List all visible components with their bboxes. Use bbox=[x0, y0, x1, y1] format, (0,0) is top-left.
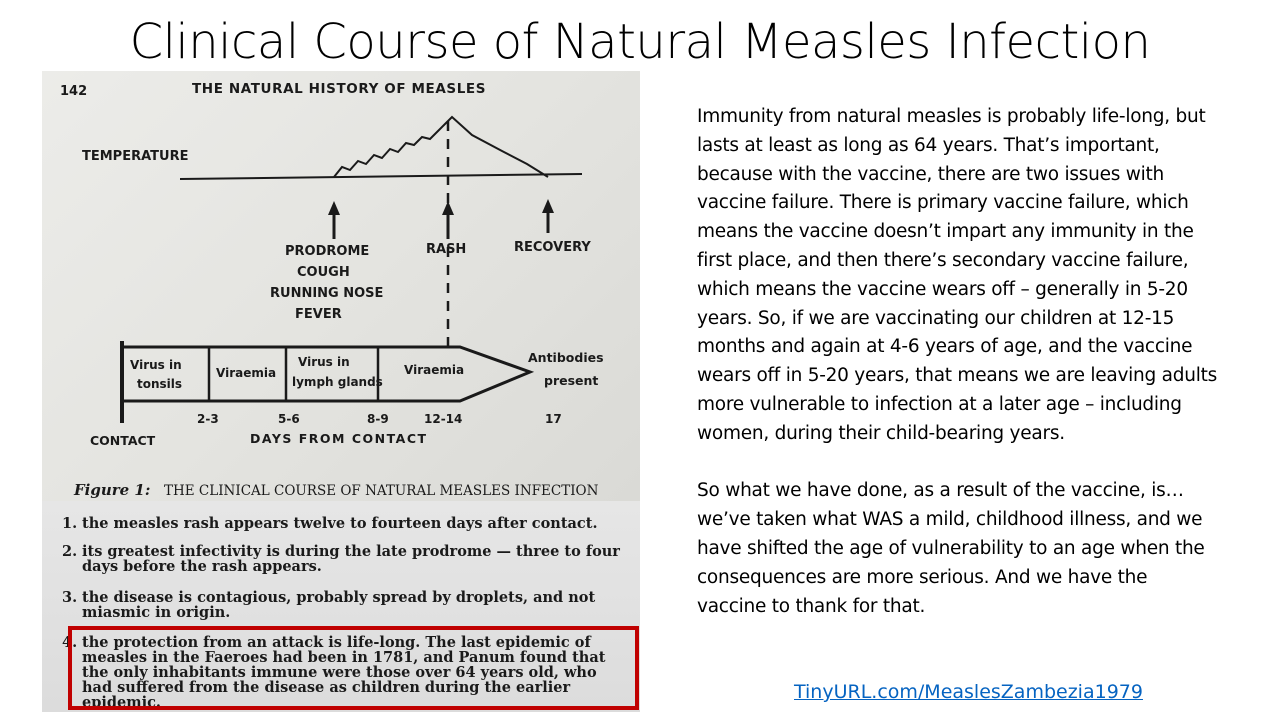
body-text bbox=[697, 103, 1217, 621]
rash-label: RASH bbox=[426, 242, 467, 257]
note-number: 4. bbox=[62, 634, 78, 651]
stage-virus-glands-a: Virus in bbox=[298, 355, 350, 369]
day-tick: 12-14 bbox=[424, 412, 463, 426]
body-paragraph: So what we have done, as a result of the vaccine, is… we’ve taken what WAS a mild, childhood illness, and we have shifted the age of vulnerability to an age when the consequences are more serious. And we have the vaccine to thank for that. bbox=[697, 480, 1205, 617]
note-number: 3. bbox=[62, 589, 78, 606]
slide-title: Clinical Course of Natural Measles Infection bbox=[129, 14, 1151, 70]
note-text: the disease is contagious, probably spread by droplets, and not miasmic in origin. bbox=[82, 589, 596, 621]
measles-timeline-diagram bbox=[42, 71, 640, 501]
note-text: its greatest infectivity is during the late prodrome — three to four days before the rash appears. bbox=[82, 543, 620, 575]
temperature-label: TEMPERATURE bbox=[82, 149, 189, 164]
stage-viraemia-1: Viraemia bbox=[216, 366, 277, 380]
temperature-baseline bbox=[180, 174, 582, 179]
note-number: 2. bbox=[62, 543, 78, 560]
source-link[interactable]: TinyURL.com/MeaslesZambezia1979 bbox=[794, 681, 1143, 703]
recovery-label: RECOVERY bbox=[514, 240, 591, 255]
antibodies-label-b: present bbox=[544, 373, 599, 388]
prodrome-arrowhead bbox=[328, 201, 340, 215]
note-number: 1. bbox=[62, 515, 78, 532]
running-head: THE NATURAL HISTORY OF MEASLES bbox=[192, 81, 487, 97]
day-tick: 8-9 bbox=[367, 412, 389, 426]
day-tick: 2-3 bbox=[197, 412, 219, 426]
figure-caption-prefix: Figure 1: bbox=[74, 481, 151, 499]
day-tick: 17 bbox=[545, 412, 562, 426]
cough-label: COUGH bbox=[297, 265, 350, 280]
stage-virus-glands-b: lymph glands bbox=[292, 375, 383, 389]
contact-label: CONTACT bbox=[90, 433, 156, 448]
stage-virus-tonsils-a: Virus in bbox=[130, 358, 182, 372]
figure-scan bbox=[42, 71, 640, 501]
recovery-arrowhead bbox=[542, 199, 554, 213]
running-nose-label: RUNNING NOSE bbox=[270, 286, 384, 301]
note-item bbox=[62, 543, 627, 575]
figure-caption-text: THE CLINICAL COURSE OF NATURAL MEASLES INFECTION bbox=[164, 483, 599, 499]
axis-label: DAYS FROM CONTACT bbox=[250, 431, 428, 446]
note-item bbox=[62, 589, 627, 621]
page-number: 142 bbox=[60, 84, 88, 99]
temperature-curve bbox=[334, 117, 548, 177]
stage-viraemia-2: Viraemia bbox=[404, 363, 465, 377]
antibodies-label-a: Antibodies bbox=[528, 350, 604, 365]
stage-virus-tonsils-b: tonsils bbox=[137, 377, 183, 391]
fever-label: FEVER bbox=[295, 307, 342, 322]
body-paragraph: Immunity from natural measles is probably life-long, but lasts at least as long as 64 years. That’s important, because with the vaccine, there are two issues with vaccine failure. There is primary vaccine failure, which means the vaccine doesn’t impart any immunity in the first place, and then there’s secondary vaccine failure, which means the vaccine wears off – generally in 5-20 years. So, if we are vaccinating our children at 12-15 months and again at 4-6 years of age, and the vaccine wears off in 5-20 years, that means we are leaving adults more vulnerable to infection at a later age – including women, during their child-bearing years. bbox=[697, 106, 1217, 444]
note-text: the protection from an attack is life-long. The last epidemic of measles in the Faeroes had been in 1781, and Panum found that the only inhabitants immune were those over 64 years old, who had suffered from the disease as children during the earlier epidemic. bbox=[82, 634, 606, 711]
note-text: the measles rash appears twelve to fourteen days after contact. bbox=[82, 515, 598, 532]
day-tick: 5-6 bbox=[278, 412, 300, 426]
note-item bbox=[62, 515, 627, 532]
highlight-box bbox=[68, 626, 639, 710]
prodrome-label: PRODROME bbox=[285, 244, 370, 259]
